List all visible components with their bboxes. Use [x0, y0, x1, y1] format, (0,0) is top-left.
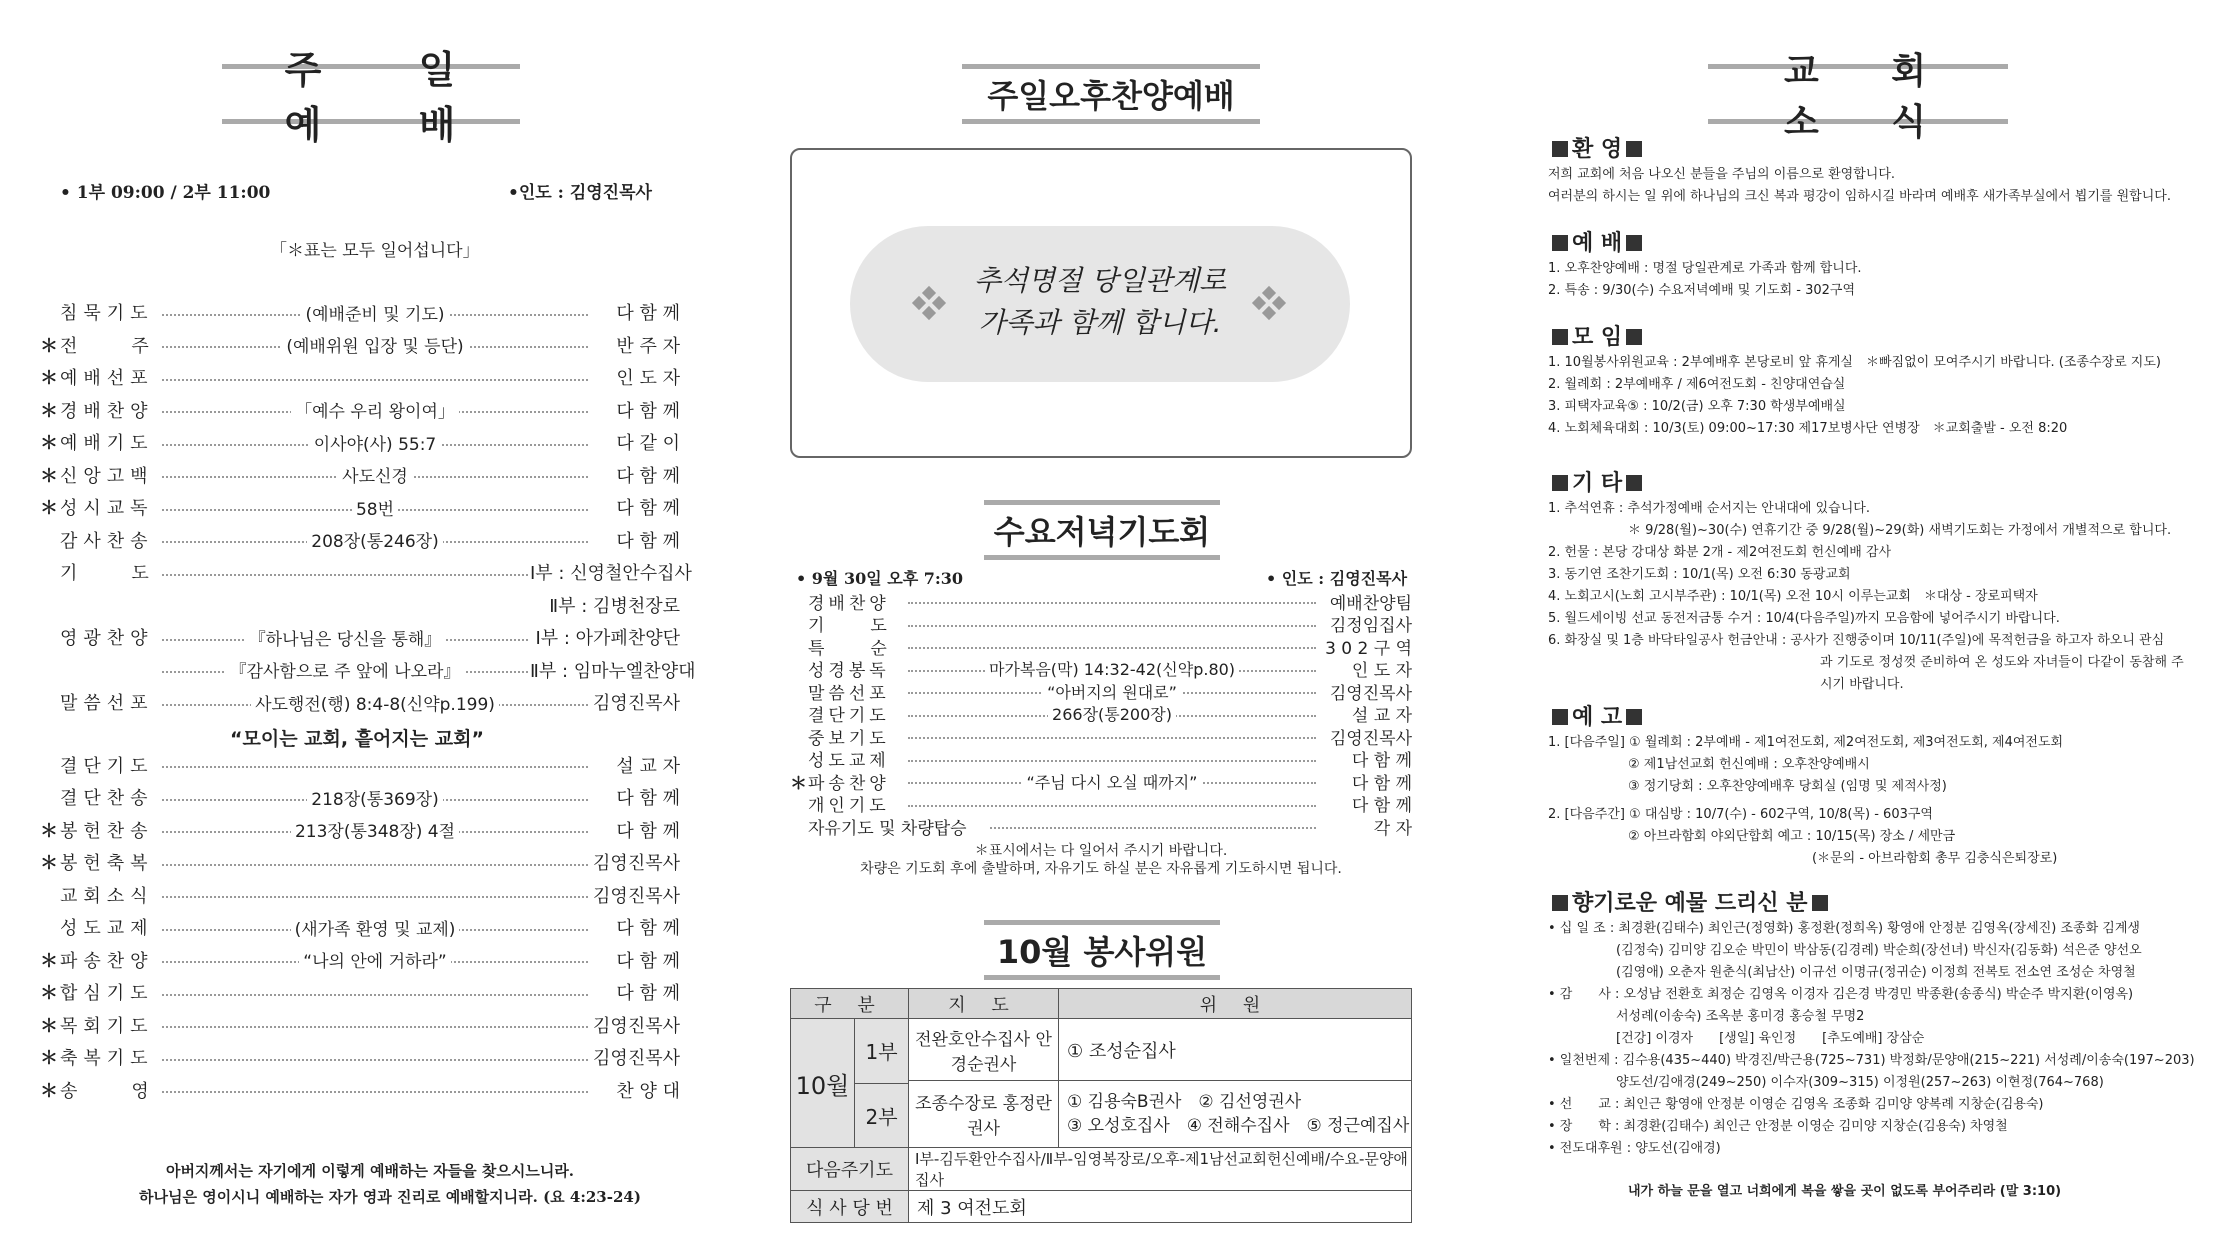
leader-dots [160, 749, 590, 781]
wednesday-time: • 9월 30일 오후 7:30 [796, 569, 964, 588]
order-item-content: “나의 안에 거하라” [299, 947, 450, 972]
order-item-content: 213장(통348장) 4절 [291, 817, 459, 842]
order-item-leader: 김영진목사 [593, 1015, 680, 1037]
order-item-name: 예배선포 [60, 368, 154, 389]
preview-line: ② 아브라함회 야외단합회 예고 : 10/15(목) 장소 / 세만금 [1628, 829, 1956, 844]
leader-dots [160, 459, 590, 491]
etc-line: 시기 바랍니다. [1820, 677, 1904, 692]
standing-mark: ＊ [40, 1080, 58, 1102]
order-item-content: 이사야(사) 55:7 [310, 430, 441, 455]
etc-line: 1. 추석연휴 : 추석가정예배 순서지는 안내대에 있습니다. [1548, 501, 1870, 516]
order-row [40, 781, 680, 813]
wednesday-item-name: 경배찬양 [808, 593, 890, 614]
wednesday-item-leader: 다 함 께 [1351, 751, 1412, 771]
table-header-members: 위 원 [1059, 989, 1412, 1019]
order-item-leader: 다 같 이 [616, 433, 680, 454]
etc-line: 4. 노회고시(노회 고시부주관) : 10/1(목) 오전 10시 이루는교회 ＊대상 - 장로피택자 [1548, 589, 2038, 604]
wednesday-item-name: 성도교제 [808, 751, 890, 771]
standing-mark: ＊ [40, 368, 58, 389]
leader-dots [160, 621, 530, 653]
order-item-name: 교회소식 [60, 885, 154, 907]
order-item-leader: 찬 양 대 [616, 1080, 680, 1102]
leader-dots [160, 491, 590, 523]
standing-mark: ＊ [40, 498, 58, 519]
etc-line: 과 기도로 정성껏 준비하여 온 성도와 자녀들이 다같이 동참해 주 [1820, 655, 2184, 670]
order-item-name: 전 주 [60, 335, 155, 357]
offering-line: • 감 사 : 오성남 전환호 최정순 김영옥 이경자 김은경 박경민 박종환(송종식) 박순주 박지환(이영옥) [1548, 987, 2134, 1002]
order-row [40, 459, 680, 491]
order-item-name: 예배기도 [60, 433, 154, 454]
order-item-leader: 다 함 께 [616, 465, 680, 487]
meeting-line: 3. 피택자교육⑤ : 10/2(금) 오후 7:30 학생부예배실 [1548, 399, 1846, 414]
malachi-verse: 내가 하늘 문을 열고 너희에게 복을 쌓을 곳이 없도록 부어주리라 (말 3:10) [1628, 1184, 2062, 1199]
order-row [40, 879, 680, 911]
order-item-leader: 반 주 자 [616, 335, 680, 357]
order-item-name: 영광찬양 [60, 628, 154, 649]
wednesday-item-content: 마가복음(막) 14:32-42(신약p.80) [985, 657, 1239, 680]
wednesday-item-leader: 다 함 께 [1351, 773, 1412, 794]
standing-note: 「＊표는 모두 일어섭니다」 [270, 241, 480, 261]
wednesday-row [790, 725, 1412, 747]
offering-line: • 장 학 : 최경환(김태수) 최인근 안정분 이영순 김미양 지창순(김용숙) 차영철 [1548, 1119, 2008, 1134]
leader-dots [160, 394, 590, 426]
leader-dots [160, 361, 590, 393]
offering-line: • 선 교 : 최인근 황영애 안정분 이영순 김영옥 조종화 김미양 양복례 지창순(김용숙) [1548, 1097, 2044, 1112]
order-item-leader: Ⅱ부 : 임마누엘찬양대 [530, 660, 696, 682]
wednesday-note-2: 차량은 기도회 후에 출발하며, 자유기도 하실 분은 자유롭게 기도하시면 됩니다. [860, 861, 1342, 877]
leader-dots [160, 654, 530, 686]
order-item-leader: 다 함 께 [616, 498, 680, 519]
sermon-title: “모이는 교회, 흩어지는 교회” [230, 728, 484, 750]
order-row [40, 654, 696, 686]
wednesday-row [790, 770, 1412, 792]
order-row [40, 1074, 680, 1106]
wednesday-row [790, 703, 1412, 725]
wednesday-row [790, 793, 1412, 815]
meeting-line: 4. 노회체육대회 : 10/3(토) 09:00~17:30 제17보병사단 연병장 ＊교회출발 - 오전 8:20 [1548, 421, 2068, 436]
order-item-content: 「예수 우리 왕이여」 [291, 397, 459, 422]
order-item-name: 성시교독 [60, 498, 154, 519]
standing-mark: ＊ [40, 465, 58, 487]
part1-members: ① 조성순집사 [1059, 1019, 1412, 1081]
order-row [40, 686, 680, 718]
wednesday-row [790, 590, 1412, 612]
standing-mark: ＊ [40, 1015, 58, 1037]
table-header-guide: 지 도 [909, 989, 1059, 1019]
order-item-name: 감사찬송 [60, 530, 154, 552]
worship-line: 2. 특송 : 9/30(수) 수요저녁예배 및 기도회 - 302구역 [1548, 283, 1856, 298]
church-news-column [1548, 0, 2195, 1240]
order-item-content: 사도신경 [338, 462, 412, 487]
order-item-name: 기 도 [60, 563, 155, 584]
order-row [40, 491, 680, 523]
offering-line: 서성례(이송숙) 조옥분 홍미경 홍승철 무명2 [1616, 1009, 1865, 1024]
order-item-content: 사도행전(행) 8:4-8(신약p.199) [251, 690, 499, 715]
order-item-name: 경배찬양 [60, 400, 154, 422]
leader-dots [906, 613, 1318, 635]
standing-mark: ＊ [40, 433, 58, 454]
leader-dots [160, 296, 590, 328]
order-item-name: 결단찬송 [60, 788, 154, 809]
wednesday-item-name: 특 순 [808, 638, 891, 659]
part1-label: 1부 [855, 1019, 908, 1084]
order-item-name: 축복기도 [60, 1048, 154, 1069]
wednesday-item-leader: 3 0 2 구 역 [1325, 638, 1412, 659]
offering-line: 양도선/김애경(249~250) 이수자(309~315) 이정원(257~263) 이현정(764~768) [1616, 1075, 2104, 1090]
leader-dots [160, 556, 530, 588]
sunday-worship-column [40, 0, 696, 1240]
etc-heading: 기 타 [1548, 466, 1646, 497]
standing-mark: ＊ [790, 773, 807, 794]
standing-mark: ＊ [40, 335, 58, 357]
leader-dots [906, 658, 1318, 680]
order-item-leader: 김영진목사 [593, 885, 680, 907]
order-item-name: 파송찬양 [60, 950, 154, 972]
leader-dots [160, 879, 590, 911]
volunteer-table [790, 988, 1412, 1223]
order-row [40, 296, 680, 328]
etc-line: 6. 화장실 및 1층 바닥타일공사 헌금안내 : 공사가 진행중이며 10/11(주일)에 목적헌금을 하고자 하오니 관심 [1548, 633, 2165, 648]
wednesday-item-name: 말씀선포 [808, 683, 890, 704]
order-item-leader: 김영진목사 [593, 1048, 680, 1069]
month-cell [791, 1019, 909, 1148]
order-item-name: 성도교제 [60, 918, 154, 939]
order-item-leader: 다 함 께 [616, 530, 680, 552]
order-row [40, 329, 680, 361]
meeting-heading: 모 임 [1548, 320, 1646, 351]
meal-duty-value: 제 3 여전도회 [909, 1191, 1412, 1223]
wednesday-prayer-title: 수요저녁기도회 [984, 500, 1220, 560]
order-row [40, 1041, 680, 1073]
leader-dots [906, 680, 1318, 702]
order-row [40, 976, 680, 1008]
wednesday-item-leader: 각 자 [1373, 818, 1412, 839]
worship-heading: 예 배 [1548, 226, 1646, 257]
order-item-content: 58번 [352, 495, 398, 520]
diamond-ornament-icon [1250, 284, 1290, 324]
sunday-worship-title: 주 일 예 배 [222, 64, 520, 124]
wednesday-item-name: 중보기도 [808, 728, 890, 749]
service-leader: •인도 : 김영진목사 [508, 183, 652, 203]
wednesday-item-leader: 김정임집사 [1329, 616, 1412, 636]
leader-dots [906, 703, 1318, 725]
order-item-leader: 인 도 자 [616, 368, 680, 389]
wednesday-leader: • 인도 : 김영진목사 [1266, 569, 1408, 588]
leader-dots [160, 814, 590, 846]
order-item-name: 침묵기도 [60, 303, 154, 324]
order-item-content: 『하나님은 당신을 통해』 [245, 625, 446, 650]
leader-dots [906, 725, 1318, 747]
order-row [40, 749, 680, 781]
october-volunteers-title: 10월 봉사위원 [984, 920, 1220, 980]
leader-dots [160, 524, 590, 556]
order-item-name: 봉헌찬송 [60, 820, 154, 842]
etc-line: 5. 월드세이빙 선교 동전저금통 수거 : 10/4(다음주일)까지 모음함에 넣어주시기 바랍니다. [1548, 611, 2060, 626]
order-row [40, 911, 680, 943]
notice-line-1: 추석명절 당일관계로 [973, 264, 1227, 297]
order-item-leader: 다 함 께 [616, 303, 680, 324]
order-row [40, 944, 680, 976]
wednesday-item-leader: 다 함 께 [1351, 796, 1412, 816]
preview-heading: 예 고 [1548, 700, 1646, 731]
wednesday-item-content: “주님 다시 오실 때까지” [1023, 770, 1202, 793]
order-row [40, 1009, 680, 1041]
order-row [40, 426, 680, 458]
worship-line: 1. 오후찬양예배 : 명절 당일관계로 가족과 함께 합니다. [1548, 261, 1862, 276]
offering-line: [건강] 이경자 [생일] 육인정 [추도예배] 장삼순 [1616, 1031, 1925, 1046]
order-row [40, 846, 680, 878]
leader-dots [988, 815, 1318, 837]
order-item-name: 목회기도 [60, 1015, 154, 1037]
etc-line: 2. 헌물 : 본당 강대상 화분 2개 - 제2여전도회 헌신예배 감사 [1548, 545, 1892, 560]
order-item-name: 합심기도 [60, 983, 154, 1004]
part2-guide: 조종수장로 홍정란권사 [909, 1081, 1059, 1148]
leader-dots [906, 770, 1318, 792]
leader-dots [160, 911, 590, 943]
leader-dots [160, 976, 590, 1008]
offering-heading: 향기로운 예물 드리신 분 [1548, 886, 1832, 917]
offering-line: (김영애) 오춘자 원춘식(최남산) 이규선 이명규(정귀순) 이정희 전복토 전소연 조성순 차영철 [1616, 965, 2136, 980]
order-item-leader: 다 함 께 [616, 983, 680, 1004]
order-item-leader: Ⅱ부 : 김병천장로 [549, 595, 680, 617]
preview-line: 1. [다음주일] ① 월례회 : 2부예배 - 제1여전도회, 제2여전도회, 제3여전도회, 제4여전도회 [1548, 735, 2064, 750]
order-item-content: (예배준비 및 기도) [301, 300, 448, 325]
preview-line: (＊문의 - 아브라함회 총무 김충식은퇴장로) [1812, 851, 2058, 866]
leader-dots [160, 686, 590, 718]
wednesday-item-name: 성경봉독 [808, 661, 890, 681]
etc-line: 3. 동기연 조찬기도회 : 10/1(목) 오전 6:30 동광교회 [1548, 567, 1851, 582]
order-row [40, 589, 680, 621]
wednesday-item-content: “아버지의 원대로” [1043, 680, 1181, 703]
wednesday-row [790, 748, 1412, 770]
part2-members: ① 김용숙B권사 ② 김선영권사 ③ 오성호집사 ④ 전해수집사 ⑤ 정근예집사 [1059, 1081, 1412, 1148]
afternoon-notice-box [790, 148, 1412, 458]
wednesday-row [790, 680, 1412, 702]
wednesday-item-name: 개인기도 [808, 796, 890, 816]
order-item-leader: 다 함 께 [616, 400, 680, 422]
etc-line: ＊ 9/28(월)~30(수) 연휴기간 중 9/28(월)~29(화) 새벽기도회는 가정에서 개별적으로 합니다. [1628, 523, 2172, 538]
order-item-leader: 다 함 께 [616, 788, 680, 809]
order-row [40, 524, 680, 556]
meeting-line: 1. 10월봉사위원교육 : 2부예배후 본당로비 앞 휴게실 ＊빠짐없이 모여주시기 바랍니다. (조종수장로 지도) [1548, 355, 2161, 370]
standing-mark: ＊ [40, 1048, 58, 1069]
leader-dots [160, 944, 590, 976]
standing-mark: ＊ [40, 820, 58, 842]
wednesday-row [790, 635, 1412, 657]
standing-mark: ＊ [40, 400, 58, 422]
wednesday-item-leader: 설 교 자 [1351, 706, 1412, 726]
notice-pill [850, 226, 1350, 382]
order-item-content: 『감사함으로 주 앞에 나오라』 [226, 657, 465, 682]
preview-line: ③ 정기당회 : 오후찬양예배후 당회실 (임명 및 제적사정) [1628, 779, 1947, 794]
standing-mark: ＊ [40, 853, 58, 874]
leader-dots [906, 793, 1318, 815]
order-row [40, 556, 692, 588]
order-item-name: 봉헌축복 [60, 853, 154, 874]
standing-mark: ＊ [40, 983, 58, 1004]
leader-dots [906, 635, 1318, 657]
order-item-content: 218장(통369장) [307, 785, 442, 810]
wednesday-item-leader: 김영진목사 [1329, 728, 1412, 749]
offering-line: • 전도대후원 : 양도선(김애경) [1548, 1141, 1721, 1156]
leader-dots [160, 1074, 590, 1106]
part2-label: 2부 [865, 1104, 898, 1129]
wednesday-row [790, 613, 1412, 635]
offering-line: • 십 일 조 : 최경환(김태수) 최인근(정영화) 홍정환(정희옥) 황영애 안정분 김영옥(장세진) 조종화 김계생 [1548, 921, 2140, 936]
order-row [40, 394, 680, 426]
wednesday-item-name: 파송찬양 [808, 773, 890, 794]
leader-dots [160, 781, 590, 813]
verse-line-1: 아버지께서는 자기에게 이렇게 예배하는 자들을 찾으시느니라. [165, 1162, 575, 1180]
offering-line: (김정숙) 김미양 김오순 박민이 박삼동(김경례) 박순희(장선녀) 박신자(김동화) 석은준 양선오 [1616, 943, 2142, 958]
wednesday-item-name: 자유기도 및 차량탑승 [808, 818, 967, 839]
leader-dots [160, 846, 590, 878]
part1-guide: 전완호안수집사 안경순권사 [909, 1019, 1059, 1081]
standing-mark: ＊ [40, 950, 58, 972]
order-row [40, 361, 680, 393]
next-prayer-label: 다음주기도 [791, 1148, 909, 1191]
preview-line: ② 제1남선교회 헌신예배 : 오후찬양예배시 [1628, 757, 1870, 772]
wednesday-item-leader: 김영진목사 [1329, 683, 1412, 704]
welcome-heading: 환 영 [1548, 132, 1646, 163]
order-item-name: 신앙고백 [60, 465, 154, 487]
order-item-leader: 김영진목사 [593, 693, 680, 714]
order-item-leader: Ⅰ부 : 신영철안수집사 [530, 563, 692, 584]
wednesday-row [790, 658, 1412, 680]
wednesday-item-content: 266장(통200장) [1048, 702, 1176, 725]
order-item-content: (새가족 환영 및 교제) [291, 915, 460, 940]
notice-line-2: 가족과 함께 합니다. [978, 306, 1222, 339]
leader-dots [160, 1009, 590, 1041]
order-row [40, 814, 680, 846]
wednesday-item-name: 기 도 [808, 616, 891, 636]
leader-dots [160, 426, 590, 458]
order-item-leader: 설 교 자 [616, 755, 680, 777]
order-item-name: 말씀선포 [60, 693, 154, 714]
table-header-division: 구 분 [791, 989, 909, 1019]
leader-dots [160, 1041, 590, 1073]
order-item-name: 송 영 [60, 1080, 155, 1102]
afternoon-worship-title: 주일오후찬양예배 [962, 64, 1260, 124]
verse-line-2: 하나님은 영이시니 예배하는 자가 영과 진리로 예배할지니라. (요 4:23-24) [139, 1188, 641, 1206]
order-row [40, 621, 680, 653]
leader-dots [160, 329, 590, 361]
church-news-title: 교 회 소 식 [1708, 64, 2008, 124]
preview-line: 2. [다음주간] ① 대심방 : 10/7(수) - 602구역, 10/8(목) - 603구역 [1548, 807, 1933, 822]
order-item-leader: 김영진목사 [593, 853, 680, 874]
next-prayer-value: Ⅰ부-김두환안수집사/Ⅱ부-임영복장로/오후-제1남선교회헌신예배/수요-문양애집사 [909, 1148, 1412, 1191]
order-item-content: (예배위원 입장 및 등단) [282, 332, 467, 357]
wednesday-item-leader: 인 도 자 [1351, 661, 1412, 681]
order-item-leader: 다 함 께 [616, 918, 680, 939]
wednesday-item-name: 결단기도 [808, 706, 890, 726]
welcome-line: 저희 교회에 처음 나오신 분들을 주님의 이름으로 환영합니다. [1548, 167, 1896, 182]
order-item-leader: 다 함 께 [616, 950, 680, 972]
service-times: • 1부 09:00 / 2부 11:00 [60, 183, 271, 203]
order-item-leader: Ⅰ부 : 아가페찬양단 [535, 628, 680, 649]
leader-dots [906, 748, 1318, 770]
month-label: 10월 [791, 1019, 855, 1147]
order-item-content: 208장(통246장) [307, 527, 442, 552]
wednesday-note-1: ＊표시에서는 다 일어서 주시기 바랍니다. [974, 843, 1228, 859]
leader-dots [906, 590, 1318, 612]
offering-line: • 일천번제 : 김수용(435~440) 박경진/박근용(725~731) 박정화/문양애(215~221) 서성례/이송숙(197~203) [1548, 1053, 2195, 1068]
wednesday-row [790, 815, 1412, 837]
middle-column [790, 0, 1430, 1240]
meal-duty-label: 식 사 당 번 [791, 1191, 909, 1223]
order-item-name: 결단기도 [60, 755, 154, 777]
meeting-line: 2. 월례회 : 2부예배후 / 제6여전도회 - 친양대연습실 [1548, 377, 1846, 392]
order-item-leader: 다 함 께 [616, 820, 680, 842]
welcome-line: 여러분의 하시는 일 위에 하나님의 크신 복과 평강이 임하시길 바라며 예배후 새가족부실에서 뵙기를 원합니다. [1548, 189, 2171, 204]
wednesday-item-leader: 예배찬양팀 [1329, 593, 1412, 614]
